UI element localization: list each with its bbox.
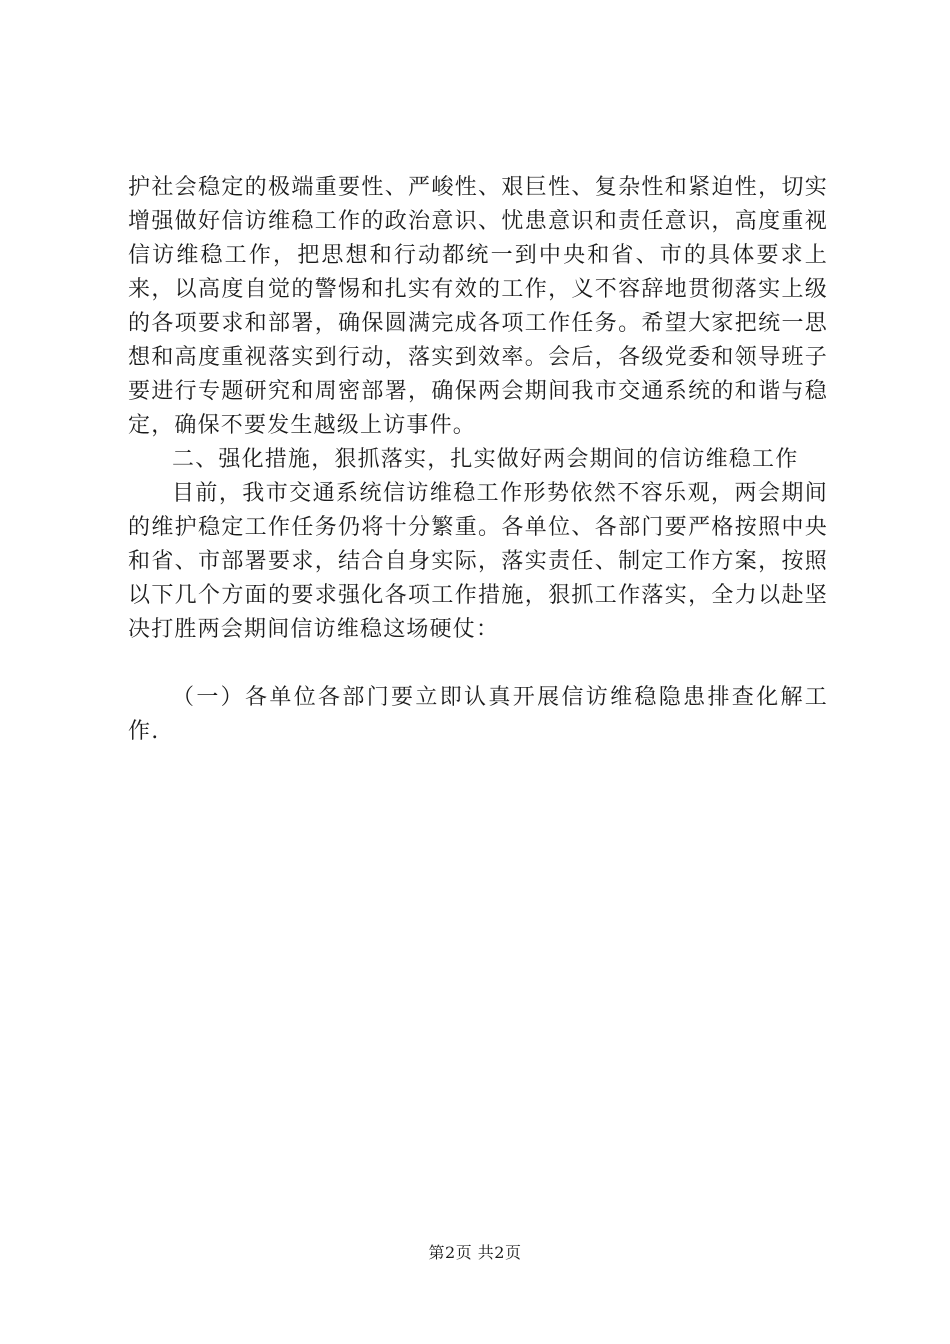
section-heading: 二、强化措施，狠抓落实，扎实做好两会期间的信访维稳工作 bbox=[172, 447, 799, 472]
page-footer: 第2页 共2页 bbox=[428, 1243, 522, 1262]
paragraph-situation: 目前，我市交通系统信访维稳工作形势依然不容乐观，两会期间的维护稳定工作任务仍将十分繁重。各单位、各部门要严格按照中央和省、市部署要求，结合自身实际，落实责任、制定工作方案，按照以下几个方面的要求强化各项工作措施，狠抓工作落实，全力以赴坚决打胜两会期间信访维稳这场硬仗： bbox=[128, 481, 828, 642]
subsection-heading: （一）各单位各部门要立即认真开展信访维稳隐患排查化解工作. bbox=[128, 685, 828, 744]
document-body bbox=[128, 171, 828, 749]
paragraph-continuation: 护社会稳定的极端重要性、严峻性、艰巨性、复杂性和紧迫性，切实增强做好信访维稳工作的政治意识、忧患意识和责任意识，高度重视信访维稳工作，把思想和行动都统一到中央和省、市的具体要求上来，以高度自觉的警惕和扎实有效的工作，义不容辞地贯彻落实上级的各项要求和部署，确保圆满完成各项工作任务。希望大家把统一思想和高度重视落实到行动，落实到效率。会后，各级党委和领导班子要进行专题研究和周密部署，确保两会期间我市交通系统的和谐与稳定，确保不要发生越级上访事件。 bbox=[128, 175, 828, 438]
